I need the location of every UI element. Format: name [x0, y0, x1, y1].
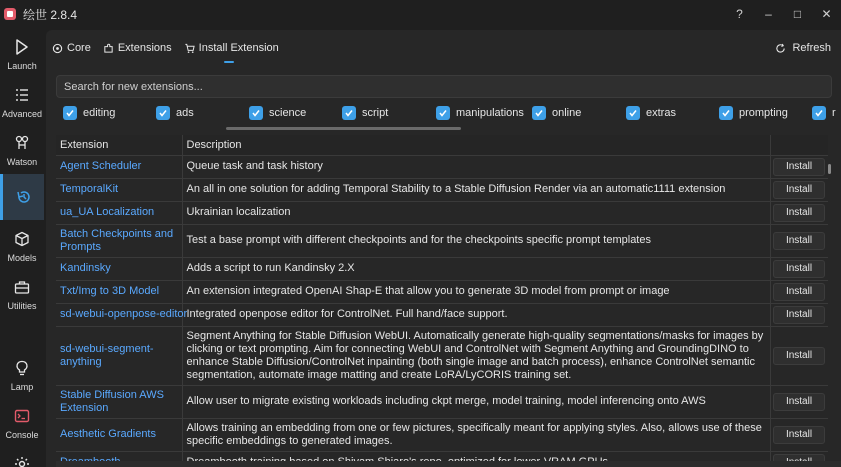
filter-label: online: [552, 107, 582, 119]
title-bar: [0, 0, 841, 28]
filter-label: prompting: [739, 107, 788, 119]
filter-label: r: [832, 107, 836, 119]
filter-online[interactable]: [532, 104, 581, 122]
extension-name-link[interactable]: Batch Checkpoints and Prompts: [56, 224, 182, 257]
close-button[interactable]: ✕: [821, 7, 832, 21]
filter-manipulations[interactable]: [436, 104, 524, 122]
table-row: [56, 155, 828, 178]
tab-install-extension[interactable]: [184, 30, 279, 66]
install-button[interactable]: Install: [773, 306, 825, 324]
tab-label: Core: [67, 42, 91, 54]
history-icon: [15, 188, 33, 206]
action-cell: [770, 224, 828, 257]
extension-name-link[interactable]: sd-webui-openpose-editor: [56, 303, 182, 326]
action-cell: [770, 201, 828, 224]
filter-editing[interactable]: [63, 104, 115, 122]
table-row: [56, 385, 828, 418]
filter-extras[interactable]: [626, 104, 676, 122]
action-cell: [770, 418, 828, 451]
column-header-description[interactable]: Description: [182, 135, 770, 155]
sidebar-item-label: Models: [7, 253, 37, 263]
checkbox-checked-icon: [156, 106, 170, 120]
app-logo-icon: [4, 8, 16, 20]
filter-ads[interactable]: [156, 104, 194, 122]
search-input[interactable]: [56, 75, 832, 98]
filter-bar: [56, 104, 841, 126]
checkbox-checked-icon: [532, 106, 546, 120]
table-row: [56, 303, 828, 326]
sidebar-item-console[interactable]: [0, 407, 44, 440]
checkbox-checked-icon: [719, 106, 733, 120]
filter-label: science: [269, 107, 307, 119]
install-button[interactable]: Install: [773, 393, 825, 411]
install-button[interactable]: Install: [773, 204, 825, 222]
puzzle-icon: [103, 43, 114, 54]
action-cell: [770, 303, 828, 326]
extension-description: Allow user to migrate existing workloads including ckpt merge, model training, model inferencing onto AWS: [182, 385, 770, 418]
extension-description: Ukrainian localization: [182, 201, 770, 224]
refresh-label: Refresh: [792, 42, 831, 54]
extension-description: An extension integrated OpenAI Shap-E that allow you to generate 3D model from prompt or image: [182, 280, 770, 303]
extension-description: An all in one solution for adding Temporal Stability to a Stable Diffusion Render via an automatic1111 extension: [182, 178, 770, 201]
filter-r[interactable]: [812, 104, 836, 122]
filter-label: ads: [176, 107, 194, 119]
filter-script[interactable]: [342, 104, 388, 122]
bottom-strip: [56, 461, 841, 467]
sidebar-item-label: Watson: [6, 157, 38, 167]
checkbox-checked-icon: [436, 106, 450, 120]
extension-name-link[interactable]: Stable Diffusion AWS Extension: [56, 385, 182, 418]
action-cell: [770, 326, 828, 385]
window-controls: [725, 0, 841, 28]
tab-extensions[interactable]: [103, 30, 172, 66]
action-cell: [770, 155, 828, 178]
sidebar-item-models[interactable]: [0, 230, 44, 263]
sidebar-item-settings[interactable]: [0, 455, 44, 467]
toolbox-icon: [13, 278, 31, 296]
help-button[interactable]: ?: [736, 7, 743, 21]
sidebar-item-launch[interactable]: [0, 38, 44, 71]
gear-icon: [13, 455, 31, 467]
refresh-icon: [775, 43, 786, 54]
table-row: [56, 326, 828, 385]
sidebar-item-lamp[interactable]: [0, 359, 44, 392]
table-row: [56, 257, 828, 280]
checkbox-checked-icon: [812, 106, 826, 120]
filter-label: editing: [83, 107, 116, 119]
install-button[interactable]: Install: [773, 158, 825, 176]
extension-name-link[interactable]: TemporalKit: [56, 178, 182, 201]
extension-description: Test a base prompt with different checkpoints and for the checkpoints specific prompt templates: [182, 224, 770, 257]
sidebar-item-utilities[interactable]: [0, 278, 44, 311]
table-row: [56, 418, 828, 451]
extension-name-link[interactable]: Txt/Img to 3D Model: [56, 280, 182, 303]
table-row: [56, 280, 828, 303]
action-cell: [770, 385, 828, 418]
tab-bar: [46, 30, 841, 66]
install-button[interactable]: Install: [773, 426, 825, 444]
list-icon: [13, 86, 31, 104]
extensions-table: [56, 135, 828, 467]
extension-name-link[interactable]: Kandinsky: [56, 257, 182, 280]
window-title: 绘世 2.8.4: [23, 7, 78, 22]
sidebar-item-label: Utilities: [7, 301, 37, 311]
main-panel: [46, 30, 841, 467]
extension-description: Adds a script to run Kandinsky 2.X: [182, 257, 770, 280]
table-row: [56, 224, 828, 257]
sidebar-item-label: Advanced: [1, 109, 43, 119]
checkbox-checked-icon: [342, 106, 356, 120]
extension-name-link[interactable]: Aesthetic Gradients: [56, 418, 182, 451]
sidebar-item-advanced[interactable]: [0, 86, 44, 119]
action-cell: [770, 280, 828, 303]
table-scrollbar[interactable]: [828, 164, 831, 174]
extension-name-link[interactable]: Agent Scheduler: [56, 155, 182, 178]
install-button[interactable]: Install: [773, 232, 825, 250]
filter-label: manipulations: [456, 107, 524, 119]
sidebar-item-label: Console: [5, 430, 39, 440]
extension-description: Allows training an embedding from one or few pictures, specifically meant for applying styles. Also, allows use of these specific embeddings to generated images.: [182, 418, 770, 451]
install-button[interactable]: Install: [773, 347, 825, 365]
tab-label: Extensions: [117, 42, 172, 54]
tab-core[interactable]: [52, 30, 91, 66]
sidebar-item-watson[interactable]: [0, 134, 44, 167]
sidebar-item-history[interactable]: [0, 174, 44, 220]
maximize-button[interactable]: □: [793, 7, 802, 21]
install-button[interactable]: Install: [773, 283, 825, 301]
install-icon: [184, 43, 195, 54]
minimize-button[interactable]: –: [765, 7, 772, 21]
play-icon: [13, 38, 31, 56]
column-header-extension[interactable]: Extension: [56, 135, 182, 155]
tab-label: Install Extension: [198, 42, 279, 54]
extension-name-link[interactable]: sd-webui-segment-anything: [56, 326, 182, 385]
sidebar: [0, 28, 44, 467]
action-cell: [770, 257, 828, 280]
action-cell: [770, 178, 828, 201]
table-header-row: [56, 135, 828, 155]
watson-icon: [13, 134, 31, 152]
filter-label: extras: [646, 107, 676, 119]
sidebar-item-label: Launch: [7, 61, 37, 71]
core-icon: [52, 43, 63, 54]
extension-description: Segment Anything for Stable Diffusion WebUI. Automatically generate high-quality segmentations/masks for images by clicking or text prompting. Aim for connecting WebUI and ControlNet with Segment Anything and GroundingDINO to enhance Stable Diffusion/ControlNet inpainting (both single image and batch process), enhance ControlNet semantic segmentation, automate image matting and create LoRA/LyCORIS training set.: [182, 326, 770, 385]
checkbox-checked-icon: [249, 106, 263, 120]
sidebar-item-label: Lamp: [10, 382, 34, 392]
filter-scrollbar[interactable]: [226, 127, 461, 130]
column-header-action: [770, 135, 828, 155]
checkbox-checked-icon: [63, 106, 77, 120]
extension-description: Queue task and task history: [182, 155, 770, 178]
extension-description: Integrated openpose editor for ControlNet. Full hand/face support.: [182, 303, 770, 326]
filter-science[interactable]: [249, 104, 306, 122]
cube-icon: [13, 230, 31, 248]
filter-prompting[interactable]: [719, 104, 788, 122]
refresh-button[interactable]: [775, 30, 831, 66]
install-button[interactable]: Install: [773, 181, 825, 199]
console-icon: [13, 407, 31, 425]
filter-label: script: [362, 107, 389, 119]
lamp-icon: [13, 359, 31, 377]
install-button[interactable]: Install: [773, 260, 825, 278]
table-row: [56, 178, 828, 201]
table-row: [56, 201, 828, 224]
checkbox-checked-icon: [626, 106, 640, 120]
extension-name-link[interactable]: ua_UA Localization: [56, 201, 182, 224]
